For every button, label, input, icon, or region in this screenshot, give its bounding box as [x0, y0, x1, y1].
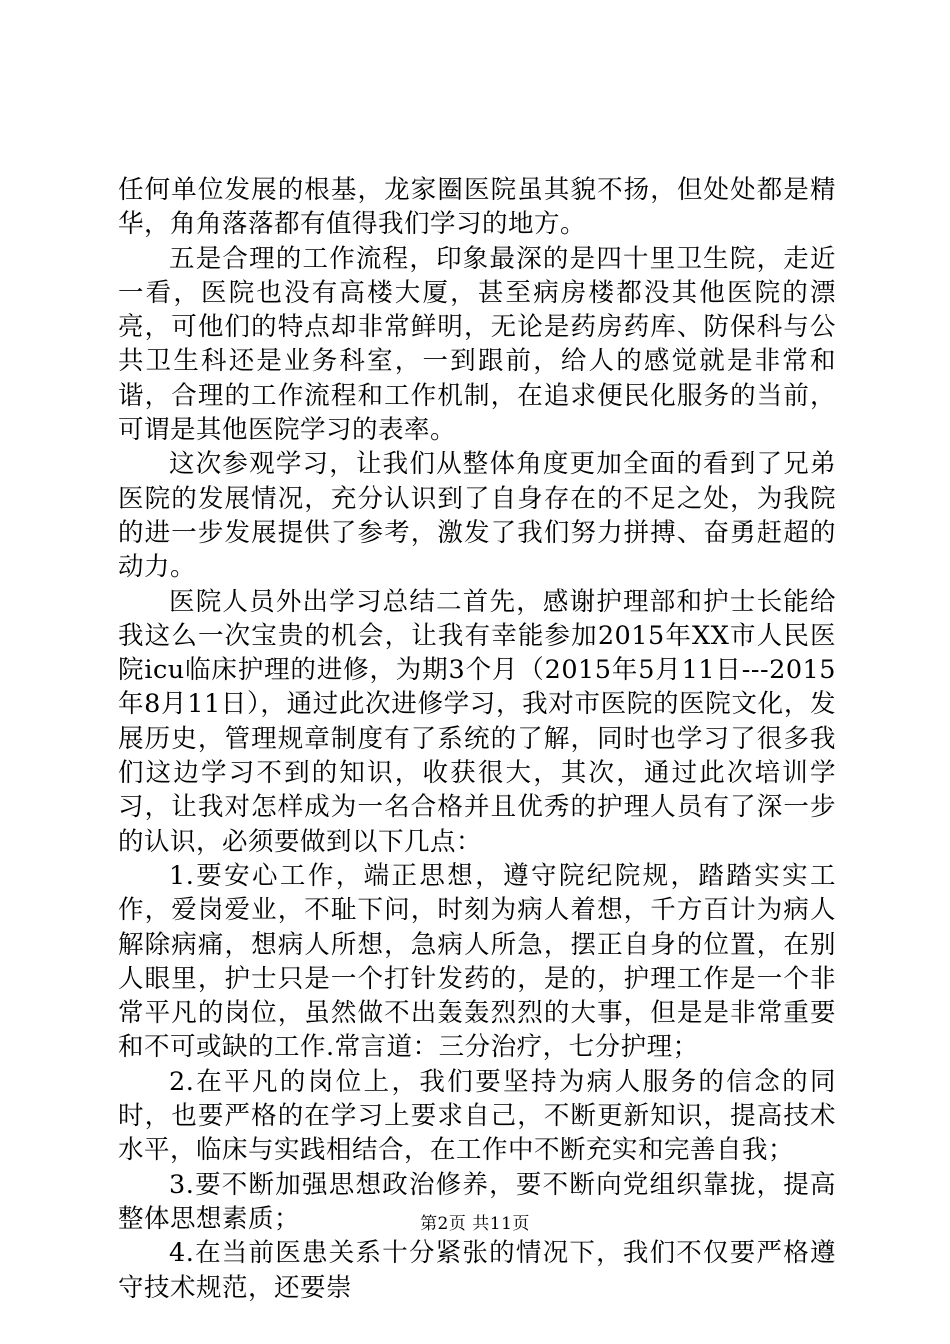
paragraph-6: 2.在平凡的岗位上，我们要坚持为病人服务的信念的同时，也要严格的在学习上要求自己，不断更新知识，提高技术水平，临床与实践相结合，在工作中不断充实和完善自我；: [118, 1066, 836, 1166]
document-body: [118, 173, 836, 1305]
paragraph-5: 1.要安心工作，端正思想，遵守院纪院规，踏踏实实工作，爱岗爱业，不耻下问，时刻为病人着想，千方百计为病人解除病痛，想病人所想，急病人所急，摆正自身的位置，在别人眼里，护士只是一个打针发药的，是的，护理工作是一个非常平凡的岗位，虽然做不出轰轰烈烈的大事，但是是非常重要和不可或缺的工作.常言道：三分治疗，七分护理；: [118, 860, 836, 1063]
paragraph-2: 五是合理的工作流程，印象最深的是四十里卫生院，走近一看，医院也没有高楼大厦，甚至病房楼都没其他医院的漂亮，可他们的特点却非常鲜明，无论是药房药库、防保科与公共卫生科还是业务科室，一到跟前，给人的感觉就是非常和谐，合理的工作流程和工作机制，在追求便民化服务的当前，可谓是其他医院学习的表率。: [118, 243, 836, 446]
page-number-footer: 第2页 共11页: [420, 1214, 530, 1234]
paragraph-7: 3.要不断加强思想政治修养，要不断向党组织靠拢，提高整体思想素质；: [118, 1169, 836, 1234]
paragraph-8: 4.在当前医患关系十分紧张的情况下，我们不仅要严格遵守技术规范，还要崇: [118, 1238, 836, 1303]
paragraph-1: 任何单位发展的根基，龙家圈医院虽其貌不扬，但处处都是精华，角角落落都有值得我们学习的地方。: [118, 175, 836, 240]
paragraph-3: 这次参观学习，让我们从整体角度更加全面的看到了兄弟医院的发展情况，充分认识到了自身存在的不足之处，为我院的进一步发展提供了参考，激发了我们努力拼搏、奋勇赶超的动力。: [118, 449, 836, 583]
paragraph-4: 医院人员外出学习总结二首先，感谢护理部和护士长能给我这么一次宝贵的机会，让我有幸能参加2015年XX市人民医院icu临床护理的进修，为期3个月（2015年5月11日---2015年8月11日），通过此次进修学习，我对市医院的医院文化，发展历史，管理规章制度有了系统的了解，同时也学习了很多我们这边学习不到的知识，收获很大，其次，通过此次培训学习，让我对怎样成为一名合格并且优秀的护理人员有了深一步的认识，必须要做到以下几点：: [118, 586, 836, 857]
